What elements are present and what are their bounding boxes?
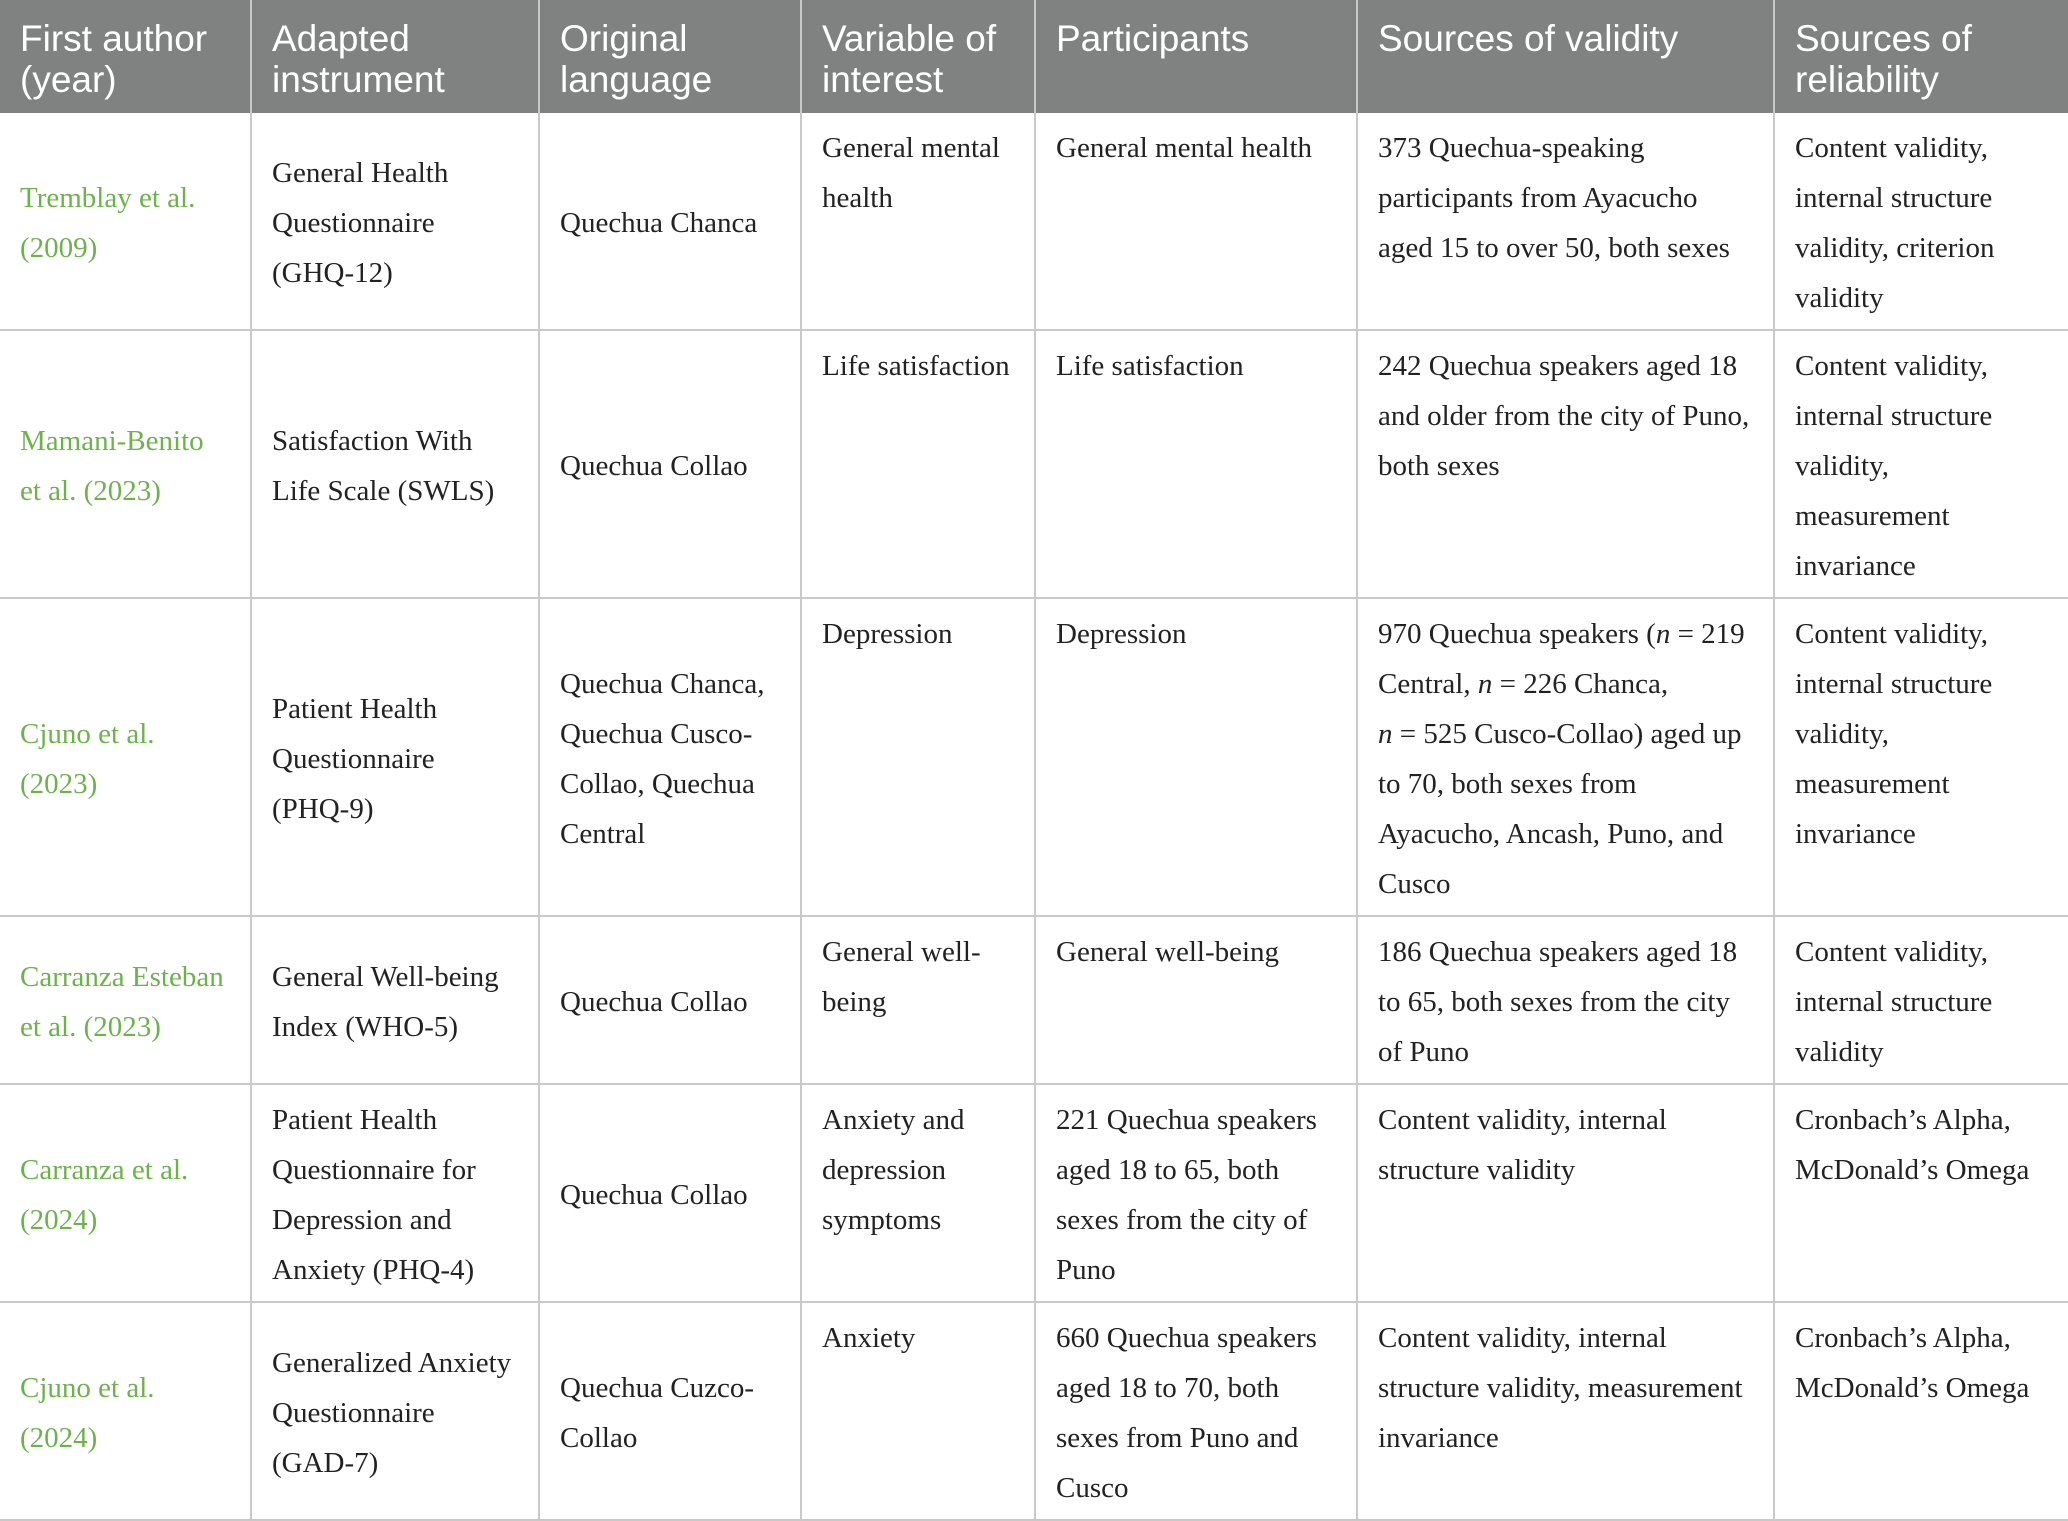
variable-cell: Anxiety: [801, 1302, 1035, 1520]
n-symbol: n: [1655, 618, 1671, 650]
table-row: [0, 598, 2068, 916]
participants-cell: 221 Quechua speakers aged 18 to 65, both sexes from the city of Puno: [1035, 1084, 1357, 1302]
table-row: [0, 113, 2068, 330]
header-participants: Participants: [1035, 0, 1357, 113]
table-row: [0, 330, 2068, 598]
author-link[interactable]: Cjuno et al. (2024): [0, 1302, 251, 1520]
n-symbol: n: [1378, 718, 1393, 750]
language-cell: Quechua Collao: [539, 916, 801, 1084]
reliability-cell: Content validity, internal structure validity, criterion validity: [1774, 113, 2068, 330]
variable-cell: Anxiety and depression symptoms: [801, 1084, 1035, 1302]
n-symbol: n: [1477, 668, 1493, 700]
participants-cell: Life satisfaction: [1035, 330, 1357, 598]
header-sources-of-validity: Sources of validity: [1357, 0, 1774, 113]
author-link[interactable]: Mamani-Benito et al. (2023): [0, 330, 251, 598]
instrument-cell: Satisfaction With Life Scale (SWLS): [251, 330, 539, 598]
instrument-cell: General Health Questionnaire (GHQ-12): [251, 113, 539, 330]
author-link[interactable]: Carranza Esteban et al. (2023): [0, 916, 251, 1084]
author-link[interactable]: Tremblay et al. (2009): [0, 113, 251, 330]
instrument-cell: Patient Health Questionnaire for Depression and Anxiety (PHQ-4): [251, 1084, 539, 1302]
reliability-cell: Content validity, internal structure validity: [1774, 916, 2068, 1084]
participants-cell: 660 Quechua speakers aged 18 to 70, both sexes from Puno and Cusco: [1035, 1302, 1357, 1520]
validity-cell: 186 Quechua speakers aged 18 to 65, both sexes from the city of Puno: [1357, 916, 1774, 1084]
participants-cell: General well-being: [1035, 916, 1357, 1084]
validity-cell: [1357, 598, 1774, 916]
reliability-cell: Content validity, internal structure validity, measurement invariance: [1774, 330, 2068, 598]
header-variable-of-interest: Variable of interest: [801, 0, 1035, 113]
header-first-author: First author (year): [0, 0, 251, 113]
validity-cell: 242 Quechua speakers aged 18 and older from the city of Puno, both sexes: [1357, 330, 1774, 598]
validity-cell: Content validity, internal structure validity, measurement invariance: [1357, 1302, 1774, 1520]
instrument-cell: General Well-being Index (WHO-5): [251, 916, 539, 1084]
header-row: [0, 0, 2068, 113]
validity-text: = 525 Cusco-Collao) aged up to 70, both sexes from Ayacucho, Ancash, Puno, and Cusco: [1378, 718, 1742, 900]
language-cell: Quechua Cuzco- Collao: [539, 1302, 801, 1520]
table-row: [0, 1302, 2068, 1520]
language-cell: Quechua Collao: [539, 330, 801, 598]
instrument-cell: Generalized Anxiety Questionnaire (GAD-7): [251, 1302, 539, 1520]
header-adapted-instrument: Adapted instrument: [251, 0, 539, 113]
validity-text: = 219 Central,: [1378, 618, 1745, 700]
table-header: [0, 0, 2068, 113]
reliability-cell: Content validity, internal structure validity, measurement invariance: [1774, 598, 2068, 916]
header-sources-of-reliability: Sources of reliability: [1774, 0, 2068, 113]
author-link[interactable]: Carranza et al. (2024): [0, 1084, 251, 1302]
table-row: [0, 1084, 2068, 1302]
variable-cell: Depression: [801, 598, 1035, 916]
validity-text: = 226 Chanca,: [1499, 668, 1669, 700]
author-link[interactable]: Cjuno et al. (2023): [0, 598, 251, 916]
variable-cell: Life satisfaction: [801, 330, 1035, 598]
reliability-cell: Cronbach’s Alpha, McDonald’s Omega: [1774, 1302, 2068, 1520]
variable-cell: General mental health: [801, 113, 1035, 330]
participants-cell: General mental health: [1035, 113, 1357, 330]
reliability-cell: Cronbach’s Alpha, McDonald’s Omega: [1774, 1084, 2068, 1302]
variable-cell: General well- being: [801, 916, 1035, 1084]
language-cell: Quechua Chanca, Quechua Cusco- Collao, Quechua Central: [539, 598, 801, 916]
validity-text: 970 Quechua speakers (: [1378, 618, 1656, 650]
table-body: [0, 113, 2068, 1520]
header-original-language: Original language: [539, 0, 801, 113]
language-cell: Quechua Collao: [539, 1084, 801, 1302]
validity-cell: 373 Quechua-speaking participants from Ayacucho aged 15 to over 50, both sexes: [1357, 113, 1774, 330]
participants-cell: Depression: [1035, 598, 1357, 916]
table-row: [0, 916, 2068, 1084]
validity-cell: Content validity, internal structure validity: [1357, 1084, 1774, 1302]
instrument-cell: Patient Health Questionnaire (PHQ-9): [251, 598, 539, 916]
language-cell: Quechua Chanca: [539, 113, 801, 330]
